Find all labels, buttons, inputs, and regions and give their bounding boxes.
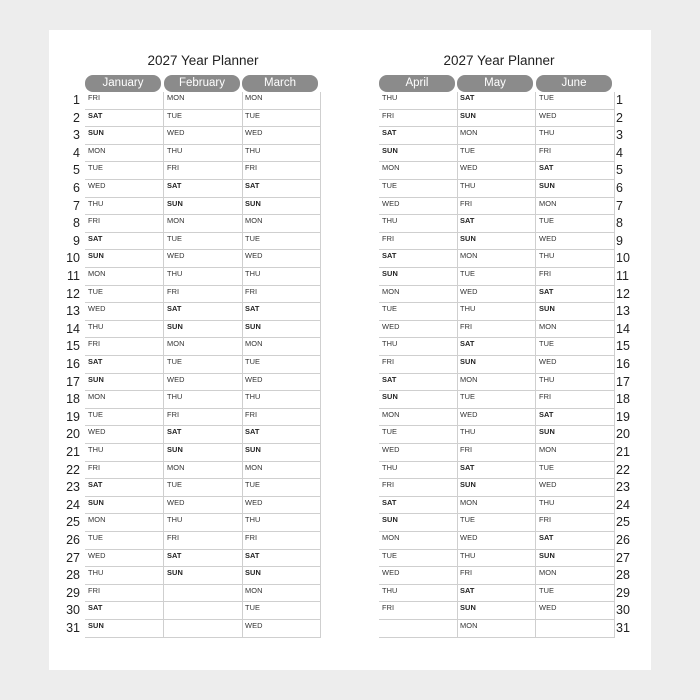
day-number: 20	[66, 427, 80, 442]
day-cell: TUE	[457, 514, 535, 532]
day-cell: TUE	[242, 233, 320, 251]
day-cell: FRI	[457, 198, 535, 216]
day-cell: TUE	[536, 462, 614, 480]
day-cell: TUE	[536, 215, 614, 233]
day-cell: MON	[536, 444, 614, 462]
day-cell: FRI	[379, 233, 457, 251]
day-cell: THU	[379, 585, 457, 603]
day-cell: WED	[379, 567, 457, 585]
day-number: 24	[616, 497, 630, 512]
day-number: 6	[616, 181, 623, 195]
day-cell: WED	[536, 479, 614, 497]
day-cell: TUE	[379, 303, 457, 321]
day-cell	[164, 585, 242, 603]
day-number: 22	[66, 462, 80, 477]
day-cell: THU	[457, 550, 535, 568]
day-cell: MON	[164, 92, 242, 110]
day-cell: SUN	[536, 303, 614, 321]
day-cell: SAT	[242, 303, 320, 321]
day-cell: MON	[164, 338, 242, 356]
month-header-february: February	[164, 75, 240, 92]
day-number: 8	[73, 216, 80, 231]
day-cell: FRI	[242, 162, 320, 180]
day-cell: THU	[536, 127, 614, 145]
day-number: 16	[66, 357, 80, 371]
day-cell: WED	[457, 286, 535, 304]
day-cell: TUE	[85, 286, 163, 304]
day-number: 8	[616, 216, 623, 231]
day-cell: MON	[164, 215, 242, 233]
day-cell: TUE	[457, 391, 535, 409]
day-cell: WED	[536, 233, 614, 251]
day-cell: FRI	[536, 145, 614, 163]
day-cell: THU	[379, 215, 457, 233]
day-cell: MON	[242, 92, 320, 110]
day-cell: MON	[379, 162, 457, 180]
day-cell: THU	[85, 567, 163, 585]
day-cell: SUN	[164, 198, 242, 216]
day-number: 14	[616, 321, 630, 336]
day-cell: TUE	[379, 180, 457, 198]
day-number: 10	[616, 251, 630, 266]
month-header-april: April	[379, 75, 455, 92]
day-cell: SUN	[85, 127, 163, 145]
day-cell: TUE	[164, 356, 242, 374]
day-cell: THU	[379, 92, 457, 110]
day-number: 7	[73, 198, 80, 213]
day-number: 1	[73, 93, 80, 107]
day-cell: THU	[242, 391, 320, 409]
day-number: 28	[66, 568, 80, 583]
day-cell: THU	[164, 514, 242, 532]
column-divider	[614, 92, 615, 638]
day-cell: THU	[457, 303, 535, 321]
day-cell: SUN	[164, 567, 242, 585]
day-cell: MON	[379, 532, 457, 550]
month-header-january: January	[85, 75, 161, 92]
day-cell: WED	[536, 602, 614, 620]
day-cell: WED	[242, 497, 320, 515]
day-cell: THU	[536, 374, 614, 392]
month-header-june: June	[536, 75, 612, 92]
day-cell: TUE	[457, 268, 535, 286]
day-cell: FRI	[457, 567, 535, 585]
page-title: 2027 Year Planner	[443, 53, 555, 68]
day-number: 25	[616, 515, 630, 530]
day-number: 1	[616, 93, 623, 107]
day-cell: THU	[85, 444, 163, 462]
day-number: 4	[616, 145, 623, 160]
day-cell: MON	[164, 462, 242, 480]
day-cell: SAT	[164, 303, 242, 321]
day-cell: SAT	[536, 286, 614, 304]
day-number: 5	[73, 163, 80, 178]
day-cell: WED	[85, 303, 163, 321]
day-cell: SAT	[457, 462, 535, 480]
day-cell: TUE	[242, 110, 320, 128]
day-cell: SUN	[242, 444, 320, 462]
day-cell: SUN	[457, 110, 535, 128]
day-cell: WED	[242, 250, 320, 268]
day-cell: SUN	[457, 479, 535, 497]
day-cell: MON	[536, 321, 614, 339]
day-number: 31	[66, 621, 80, 635]
day-cell: FRI	[164, 409, 242, 427]
day-cell: SUN	[85, 250, 163, 268]
day-number: 15	[66, 339, 80, 354]
day-number: 3	[616, 128, 623, 143]
day-cell: THU	[164, 268, 242, 286]
day-cell: SAT	[379, 250, 457, 268]
day-number: 4	[73, 145, 80, 160]
day-cell: MON	[379, 409, 457, 427]
day-cell: WED	[379, 444, 457, 462]
day-cell: MON	[536, 567, 614, 585]
day-cell: SAT	[85, 602, 163, 620]
day-number: 17	[66, 374, 80, 389]
day-cell: TUE	[85, 532, 163, 550]
day-cell: FRI	[164, 286, 242, 304]
day-cell	[379, 620, 457, 638]
day-cell: WED	[242, 374, 320, 392]
day-number: 13	[616, 304, 630, 319]
day-number: 18	[66, 392, 80, 407]
day-number: 2	[73, 110, 80, 125]
day-cell: FRI	[242, 532, 320, 550]
day-cell: MON	[536, 198, 614, 216]
day-number: 21	[616, 445, 630, 459]
day-cell: TUE	[536, 585, 614, 603]
day-number: 27	[66, 550, 80, 565]
day-cell: SUN	[85, 497, 163, 515]
day-number: 10	[66, 251, 80, 266]
day-cell: SAT	[457, 92, 535, 110]
day-cell: FRI	[379, 479, 457, 497]
day-cell: FRI	[536, 268, 614, 286]
day-cell: SUN	[379, 268, 457, 286]
day-cell: WED	[242, 127, 320, 145]
day-cell: TUE	[457, 145, 535, 163]
day-cell: SAT	[536, 409, 614, 427]
day-cell: FRI	[379, 356, 457, 374]
day-cell: MON	[242, 462, 320, 480]
day-cell: WED	[536, 110, 614, 128]
day-cell: TUE	[164, 479, 242, 497]
page-title: 2027 Year Planner	[147, 53, 259, 68]
day-cell: WED	[242, 620, 320, 638]
day-cell: FRI	[85, 92, 163, 110]
day-cell: SAT	[85, 356, 163, 374]
day-number: 19	[616, 409, 630, 424]
day-cell: WED	[85, 180, 163, 198]
day-number: 28	[616, 568, 630, 583]
day-cell: WED	[457, 532, 535, 550]
day-cell: SUN	[85, 374, 163, 392]
day-cell: SAT	[164, 180, 242, 198]
day-number: 30	[66, 603, 80, 618]
day-cell: FRI	[85, 215, 163, 233]
day-cell: FRI	[164, 162, 242, 180]
day-cell: SUN	[536, 180, 614, 198]
day-cell: THU	[457, 180, 535, 198]
day-cell: WED	[85, 426, 163, 444]
day-cell: SUN	[85, 620, 163, 638]
day-cell: SAT	[457, 338, 535, 356]
day-cell: FRI	[536, 391, 614, 409]
day-cell: WED	[379, 321, 457, 339]
day-cell: TUE	[379, 550, 457, 568]
day-number: 29	[66, 585, 80, 600]
day-cell: MON	[457, 374, 535, 392]
day-cell: TUE	[242, 602, 320, 620]
day-cell: SUN	[379, 514, 457, 532]
day-cell: MON	[242, 585, 320, 603]
day-cell: THU	[85, 198, 163, 216]
day-cell	[164, 602, 242, 620]
day-number: 25	[66, 515, 80, 530]
day-number: 17	[616, 374, 630, 389]
day-cell	[536, 620, 614, 638]
day-cell: TUE	[242, 356, 320, 374]
day-cell: WED	[457, 409, 535, 427]
day-cell: MON	[457, 127, 535, 145]
day-number: 13	[66, 304, 80, 319]
day-cell: SAT	[242, 550, 320, 568]
day-number: 5	[616, 163, 623, 178]
day-cell: SUN	[457, 233, 535, 251]
day-number: 21	[66, 445, 80, 459]
day-number: 26	[66, 533, 80, 547]
day-cell: MON	[457, 620, 535, 638]
day-number: 12	[66, 286, 80, 301]
day-cell: MON	[379, 286, 457, 304]
day-cell: THU	[164, 145, 242, 163]
left-page	[49, 30, 350, 670]
day-cell: MON	[242, 338, 320, 356]
day-cell: SAT	[536, 532, 614, 550]
day-cell: SUN	[457, 602, 535, 620]
day-cell: SAT	[457, 585, 535, 603]
day-cell: THU	[379, 338, 457, 356]
day-cell: THU	[164, 391, 242, 409]
day-cell: SAT	[379, 127, 457, 145]
day-cell: WED	[164, 250, 242, 268]
day-number: 19	[66, 409, 80, 424]
day-cell: SAT	[85, 233, 163, 251]
day-number: 9	[73, 233, 80, 248]
day-cell: MON	[85, 268, 163, 286]
day-cell: TUE	[242, 479, 320, 497]
day-number: 6	[73, 181, 80, 195]
day-cell: FRI	[379, 110, 457, 128]
planner-sheet	[49, 30, 651, 670]
day-cell: THU	[242, 268, 320, 286]
day-cell: TUE	[536, 338, 614, 356]
day-cell: FRI	[457, 321, 535, 339]
right-page	[350, 30, 651, 670]
day-cell: WED	[164, 127, 242, 145]
day-cell: FRI	[164, 532, 242, 550]
day-cell: SUN	[457, 356, 535, 374]
day-number: 29	[616, 585, 630, 600]
day-cell: SAT	[242, 426, 320, 444]
day-number: 20	[616, 427, 630, 442]
day-number: 26	[616, 533, 630, 547]
day-number: 12	[616, 286, 630, 301]
day-cell: SAT	[164, 550, 242, 568]
day-number: 18	[616, 392, 630, 407]
day-cell: SAT	[379, 374, 457, 392]
day-cell: SAT	[164, 426, 242, 444]
day-cell: SUN	[379, 145, 457, 163]
day-cell: WED	[457, 162, 535, 180]
day-cell: SUN	[242, 567, 320, 585]
day-cell: SUN	[242, 321, 320, 339]
day-cell: TUE	[164, 233, 242, 251]
day-cell: THU	[457, 426, 535, 444]
day-cell: SUN	[164, 321, 242, 339]
day-cell: TUE	[164, 110, 242, 128]
day-number: 11	[67, 269, 80, 283]
day-cell: MON	[85, 145, 163, 163]
day-cell: WED	[536, 356, 614, 374]
day-number: 23	[66, 480, 80, 495]
day-cell: TUE	[85, 409, 163, 427]
day-cell: SUN	[379, 391, 457, 409]
day-cell: THU	[242, 514, 320, 532]
day-cell: WED	[379, 198, 457, 216]
day-cell	[164, 620, 242, 638]
day-cell: FRI	[85, 462, 163, 480]
day-cell: THU	[85, 321, 163, 339]
day-cell: WED	[85, 550, 163, 568]
day-number: 16	[616, 357, 630, 371]
day-cell: SAT	[536, 162, 614, 180]
day-cell: FRI	[242, 286, 320, 304]
day-cell: THU	[242, 145, 320, 163]
day-number: 9	[616, 233, 623, 248]
day-number: 11	[616, 269, 629, 283]
day-number: 14	[66, 321, 80, 336]
day-cell: SAT	[242, 180, 320, 198]
month-header-march: March	[242, 75, 318, 92]
day-cell: TUE	[379, 426, 457, 444]
day-cell: MON	[242, 215, 320, 233]
day-cell: MON	[85, 391, 163, 409]
day-cell: FRI	[379, 602, 457, 620]
day-number: 23	[616, 480, 630, 495]
day-cell: TUE	[536, 92, 614, 110]
day-cell: THU	[536, 497, 614, 515]
day-cell: MON	[85, 514, 163, 532]
day-number: 15	[616, 339, 630, 354]
day-cell: TUE	[85, 162, 163, 180]
day-number: 3	[73, 128, 80, 143]
day-cell: FRI	[85, 338, 163, 356]
day-number: 24	[66, 497, 80, 512]
day-number: 31	[616, 621, 630, 635]
day-cell: SAT	[85, 479, 163, 497]
day-cell: SUN	[536, 426, 614, 444]
day-cell: FRI	[242, 409, 320, 427]
day-number: 2	[616, 110, 623, 125]
day-cell: SUN	[536, 550, 614, 568]
day-number: 27	[616, 550, 630, 565]
day-cell: THU	[379, 462, 457, 480]
day-cell: MON	[457, 250, 535, 268]
day-number: 7	[616, 198, 623, 213]
day-number: 30	[616, 603, 630, 618]
day-cell: THU	[536, 250, 614, 268]
day-cell: SUN	[242, 198, 320, 216]
month-header-may: May	[457, 75, 533, 92]
day-cell: SUN	[164, 444, 242, 462]
day-cell: SAT	[85, 110, 163, 128]
day-cell: FRI	[536, 514, 614, 532]
day-cell: FRI	[85, 585, 163, 603]
day-cell: FRI	[457, 444, 535, 462]
day-cell: WED	[164, 497, 242, 515]
day-cell: SAT	[379, 497, 457, 515]
day-cell: SAT	[457, 215, 535, 233]
day-number: 22	[616, 462, 630, 477]
day-cell: WED	[164, 374, 242, 392]
column-divider	[320, 92, 321, 638]
day-cell: MON	[457, 497, 535, 515]
